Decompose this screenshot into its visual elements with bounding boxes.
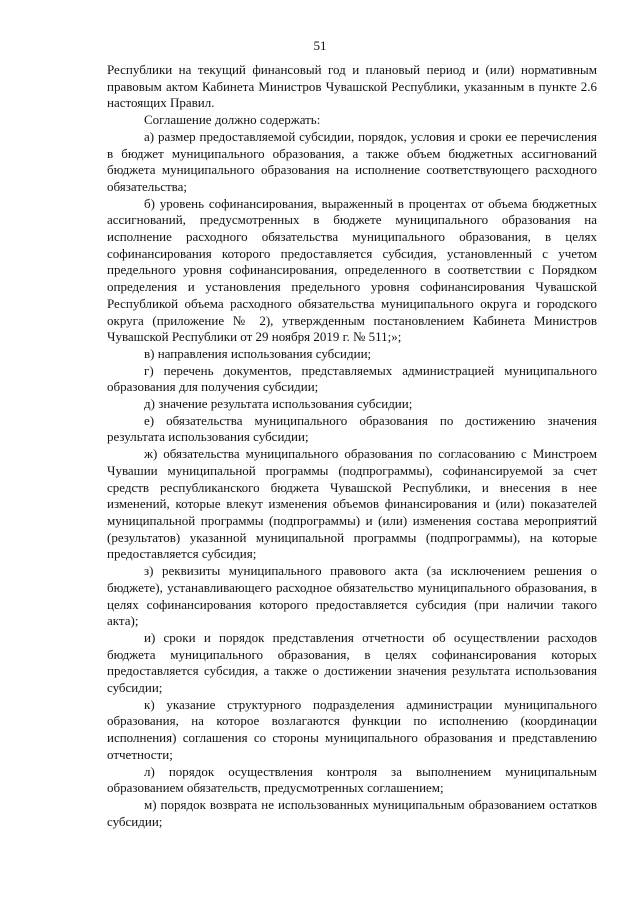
paragraph-item-zh: ж) обязательства муниципального образования по согласованию с Минстроем Чувашии муниципальной программы (подпрограммы), софинансируемой за счет средств республиканского бюджета Чувашской Республики, и внесения в нее изменений, которые влекут изменения объемов финансирования и (или) показателей муниципальной программы (подпрограммы) и (или) изменения состава мероприятий (результатов) указанной муниципальной программы (подпрограммы), на которые предоставляется субсидия; bbox=[107, 446, 597, 562]
paragraph-item-m: м) порядок возврата не использованных муниципальным образованием остатков субсидии; bbox=[107, 796, 597, 829]
document-body bbox=[107, 62, 597, 830]
paragraph-item-a: а) размер предоставляемой субсидии, порядок, условия и сроки ее перечисления в бюджет муниципального образования, а также объем бюджетных ассигнований бюджета муниципального образования на исполнение соответствующего расходного обязательства; bbox=[107, 128, 597, 194]
paragraph-item-e: е) обязательства муниципального образования по достижению значения результата использования субсидии; bbox=[107, 412, 597, 445]
paragraph-item-k: к) указание структурного подразделения администрации муниципального образования, на которое возлагаются функции по исполнению (координации исполнения) соглашения со стороны муниципального образования и представлению отчетности; bbox=[107, 696, 597, 762]
paragraph-item-i: и) сроки и порядок представления отчетности об осуществлении расходов бюджета муниципального образования, в целях софинансирования которых предоставляется субсидия, а также о достижении значения результата использования субсидии; bbox=[107, 629, 597, 696]
paragraph-item-v: в) направления использования субсидии; bbox=[144, 345, 372, 361]
paragraph-item-l: л) порядок осуществления контроля за выполнением муниципальным образованием обязательств, предусмотренных соглашением; bbox=[107, 763, 597, 796]
paragraph-item-g: г) перечень документов, представляемых администрацией муниципального образования для получения субсидии; bbox=[107, 362, 597, 395]
page-number: 51 bbox=[313, 38, 327, 53]
paragraph-agreement-intro: Соглашение должно содержать: bbox=[144, 112, 321, 128]
paragraph-item-b: б) уровень софинансирования, выраженный в процентах от объема бюджетных ассигнований, предусмотренных в бюджете муниципального образования на исполнение расходного обязательства муниципального образования, в целях софинансирования которого предоставляется субсидия, установленный с учетом предельного уровня софинансирования, определенного в соответствии с Порядком определения и установления предельного уровня софинансирования Чувашской Республикой объема расходного обязательства муниципального округа и городского округа (приложение № 2), утвержденным постановлением Кабинета Министров Чувашской Республики от 29 ноября 2019 г. № 511;»; bbox=[107, 195, 597, 345]
paragraph-continuation: Республики на текущий финансовый год и плановый период и (или) нормативным правовым актом Кабинета Министров Чувашской Республики, указанным в пункте 2.6 настоящих Правил. bbox=[107, 62, 597, 111]
paragraph-item-d: д) значение результата использования субсидии; bbox=[144, 396, 413, 412]
paragraph-item-z: з) реквизиты муниципального правового акта (за исключением решения о бюджете), устанавливающего расходное обязательство муниципального образования, в целях софинансирования которого предоставляется субсидия (при наличии такого акта); bbox=[107, 563, 597, 629]
